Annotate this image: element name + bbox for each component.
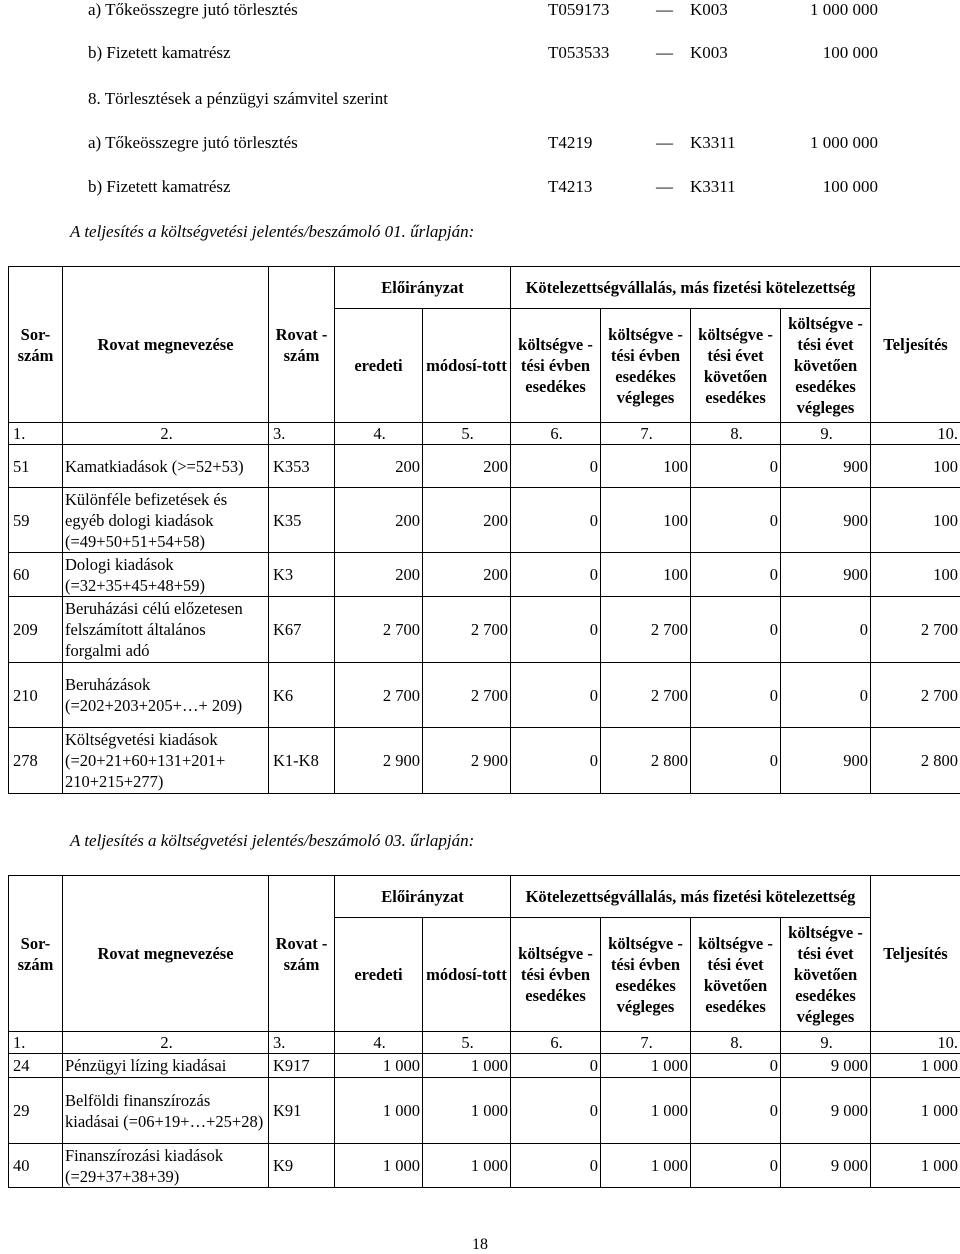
dash: — [656,177,673,196]
row-value: 2 900 [423,728,511,794]
row-sorszam: 278 [9,728,63,794]
row-value: 200 [423,553,511,597]
row-value: 9 000 [781,1144,871,1188]
header-k1: költségve -tési évben esedékes [511,309,601,423]
row-value: 2 700 [601,597,691,663]
row-name: Kamatkiadások (>=52+53) [63,445,269,488]
amount: 1 000 000 [810,0,878,19]
dash: — [656,0,673,19]
row-value: 200 [335,445,423,488]
header-k2: költségve -tési évben esedékes végleges [601,918,691,1032]
row-value: 0 [691,1144,781,1188]
row-value: 2 700 [871,597,960,663]
row-value: 0 [781,663,871,728]
header-k1: költségve -tési évben esedékes [511,918,601,1032]
header-teljesites: Teljesítés [871,267,960,423]
header-rovat-szam: Rovat -szám [269,876,335,1032]
row-value: 1 000 [871,1078,960,1144]
header-rovat-megnevezese: Rovat megnevezése [63,876,269,1032]
column-number-row [9,1032,960,1054]
header-teljesites: Teljesítés [871,876,960,1032]
table-row [9,728,960,794]
row-name: Különféle befizetések és egyéb dologi kiadások (=49+50+51+54+58) [63,488,269,553]
table-row [9,488,960,553]
row-value: 200 [423,488,511,553]
col-num: 5. [423,423,511,445]
row-value: 1 000 [601,1144,691,1188]
row-value: 0 [691,728,781,794]
form-note: A teljesítés a költségvetési jelentés/beszámoló 03. űrlapján: [70,831,475,850]
posting-line [88,0,888,22]
col-num: 9. [781,423,871,445]
posting-label: b) Fizetett kamatrész [88,177,231,196]
amount: 1 000 000 [810,133,878,152]
posting-label: a) Tőkeösszegre jutó törlesztés [88,0,298,19]
row-value: 0 [691,1054,781,1078]
row-sorszam: 24 [9,1054,63,1078]
header-eloiranyzat: Előirányzat [335,876,511,918]
row-value: 200 [335,488,423,553]
budget-table-03 [8,875,960,1188]
row-code: K3 [269,553,335,597]
credit-account: K3311 [690,133,736,152]
row-value: 1 000 [871,1144,960,1188]
header-eloiranyzat: Előirányzat [335,267,511,309]
row-value: 2 700 [335,663,423,728]
row-name: Finanszírozási kiadások (=29+37+38+39) [63,1144,269,1188]
posting-line [88,177,888,199]
col-num: 7. [601,1032,691,1054]
row-value: 2 800 [871,728,960,794]
header-kotelezettseg: Kötelezettségvállalás, más fizetési kötelezettség [511,876,871,918]
row-value: 1 000 [335,1078,423,1144]
row-value: 2 700 [335,597,423,663]
header-modositott: módosí-tott [423,309,511,423]
row-name: Költségvetési kiadások (=20+21+60+131+201+ 210+215+277) [63,728,269,794]
header-eredeti: eredeti [335,309,423,423]
row-value: 100 [601,488,691,553]
row-code: K6 [269,663,335,728]
row-value: 2 800 [601,728,691,794]
row-value: 900 [781,553,871,597]
row-value: 0 [691,663,781,728]
row-value: 0 [691,445,781,488]
row-value: 0 [511,553,601,597]
posting-label: b) Fizetett kamatrész [88,43,231,62]
col-num: 4. [335,1032,423,1054]
row-code: K9 [269,1144,335,1188]
col-num: 5. [423,1032,511,1054]
row-value: 9 000 [781,1054,871,1078]
row-value: 900 [781,728,871,794]
header-modositott: módosí-tott [423,918,511,1032]
header-k4: költségve -tési évet követően esedékes végleges [781,918,871,1032]
row-value: 2 700 [871,663,960,728]
header-k4: költségve -tési évet követően esedékes végleges [781,309,871,423]
col-num: 8. [691,423,781,445]
budget-table-01 [8,266,960,794]
header-rovat-megnevezese: Rovat megnevezése [63,267,269,423]
debit-account: T4219 [548,133,593,152]
row-sorszam: 40 [9,1144,63,1188]
credit-account: K3311 [690,177,736,196]
credit-account: K003 [690,0,728,19]
row-value: 0 [511,1078,601,1144]
row-value: 100 [871,445,960,488]
col-num: 7. [601,423,691,445]
row-value: 100 [601,445,691,488]
row-name: Belföldi finanszírozás kiadásai (=06+19+…+25+28) [63,1078,269,1144]
col-num: 2. [63,423,269,445]
row-value: 1 000 [423,1144,511,1188]
col-num: 2. [63,1032,269,1054]
row-sorszam: 59 [9,488,63,553]
amount: 100 000 [822,43,878,62]
form-note: A teljesítés a költségvetési jelentés/beszámoló 01. űrlapján: [70,222,475,241]
table-row [9,1078,960,1144]
col-num: 8. [691,1032,781,1054]
table-row [9,553,960,597]
row-name: Beruházások (=202+203+205+…+ 209) [63,663,269,728]
col-num: 6. [511,423,601,445]
row-value: 0 [781,597,871,663]
row-sorszam: 51 [9,445,63,488]
col-num: 1. [9,1032,63,1054]
col-num: 3. [269,423,335,445]
row-code: K917 [269,1054,335,1078]
row-code: K91 [269,1078,335,1144]
row-value: 1 000 [601,1054,691,1078]
row-sorszam: 209 [9,597,63,663]
row-value: 1 000 [601,1078,691,1144]
header-row [9,267,960,309]
page-number: 18 [472,1236,488,1253]
row-value: 0 [691,553,781,597]
header-k2: költségve -tési évben esedékes végleges [601,309,691,423]
row-code: K35 [269,488,335,553]
row-value: 100 [871,553,960,597]
debit-account: T053533 [548,43,610,62]
credit-account: K003 [690,43,728,62]
header-k3: költségve -tési évet követően esedékes [691,918,781,1032]
header-kotelezettseg: Kötelezettségvállalás, más fizetési kötelezettség [511,267,871,309]
row-sorszam: 29 [9,1078,63,1144]
section-heading: 8. Törlesztések a pénzügyi számvitel szerint [88,89,388,108]
row-code: K353 [269,445,335,488]
table-row [9,1144,960,1188]
row-value: 100 [601,553,691,597]
row-value: 0 [511,597,601,663]
header-rovat-szam: Rovat -szám [269,267,335,423]
header-eredeti: eredeti [335,918,423,1032]
row-value: 1 000 [871,1054,960,1078]
posting-line [88,43,888,65]
debit-account: T4213 [548,177,593,196]
dash: — [656,133,673,152]
row-value: 900 [781,445,871,488]
row-value: 0 [511,1054,601,1078]
row-value: 0 [511,1144,601,1188]
table-row [9,445,960,488]
row-value: 0 [511,445,601,488]
row-sorszam: 60 [9,553,63,597]
header-sorszam: Sor-szám [9,876,63,1032]
table-row [9,1054,960,1078]
col-num: 10. [871,1032,960,1054]
row-value: 2 700 [423,663,511,728]
col-num: 6. [511,1032,601,1054]
row-value: 2 700 [423,597,511,663]
header-k3: költségve -tési évet követően esedékes [691,309,781,423]
posting-line [88,133,888,155]
col-num: 10. [871,423,960,445]
row-value: 0 [691,488,781,553]
row-value: 1 000 [423,1054,511,1078]
row-value: 0 [691,597,781,663]
row-value: 0 [511,728,601,794]
row-value: 200 [335,553,423,597]
row-value: 0 [511,488,601,553]
row-value: 1 000 [423,1078,511,1144]
table-row [9,597,960,663]
header-sorszam: Sor-szám [9,267,63,423]
column-number-row [9,423,960,445]
row-code: K67 [269,597,335,663]
row-value: 200 [423,445,511,488]
row-value: 2 700 [601,663,691,728]
amount: 100 000 [822,177,878,196]
row-value: 900 [781,488,871,553]
row-value: 2 900 [335,728,423,794]
row-sorszam: 210 [9,663,63,728]
row-name: Beruházási célú előzetesen felszámított általános forgalmi adó [63,597,269,663]
row-code: K1-K8 [269,728,335,794]
table-row [9,663,960,728]
row-value: 0 [511,663,601,728]
col-num: 9. [781,1032,871,1054]
debit-account: T059173 [548,0,610,19]
row-value: 100 [871,488,960,553]
row-name: Pénzügyi lízing kiadásai [63,1054,269,1078]
row-value: 1 000 [335,1144,423,1188]
col-num: 3. [269,1032,335,1054]
header-row [9,876,960,918]
row-value: 0 [691,1078,781,1144]
dash: — [656,43,673,62]
col-num: 1. [9,423,63,445]
posting-label: a) Tőkeösszegre jutó törlesztés [88,133,298,152]
col-num: 4. [335,423,423,445]
row-value: 1 000 [335,1054,423,1078]
row-name: Dologi kiadások (=32+35+45+48+59) [63,553,269,597]
row-value: 9 000 [781,1078,871,1144]
